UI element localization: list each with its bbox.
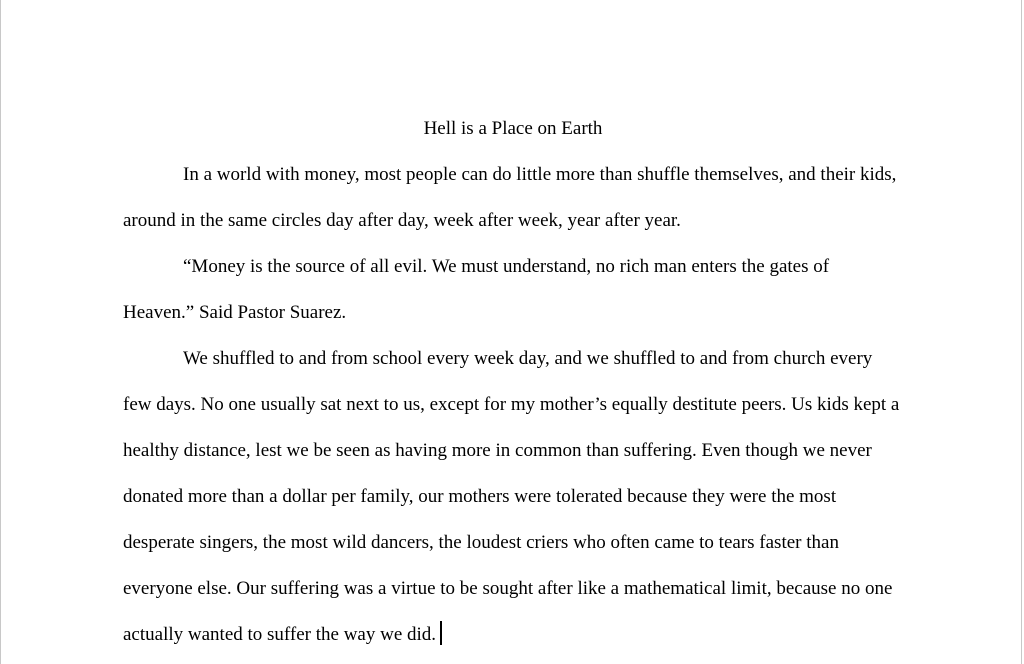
paragraph-1: In a world with money, most people can do little more than shuffle themselves, and their kids, around in the same circles day after day, week after week, year after year. <box>123 164 897 231</box>
paragraph-2: “Money is the source of all evil. We must understand, no rich man enters the gates of Heaven.” Said Pastor Suarez. <box>123 256 830 323</box>
paragraph-3 <box>123 336 903 658</box>
document-body[interactable] <box>123 106 903 658</box>
text-cursor <box>440 621 442 645</box>
document-title: Hell is a Place on Earth <box>423 118 603 139</box>
paragraph-3-text: We shuffled to and from school every week day, and we shuffled to and from church every few days. No one usually sat next to us, except for my mother’s equally destitute peers. Us kids kept a healthy distance, lest we be seen as having more in common than suffering. Even though we never donated more than a dollar per family, our mothers were tolerated because they were the most desperate singers, the most wild dancers, the loudest criers who often came to tears faster than everyone else. Our suffering was a virtue to be sought after like a mathematical limit, because no one actually wanted to suffer the way we did. <box>123 348 900 645</box>
